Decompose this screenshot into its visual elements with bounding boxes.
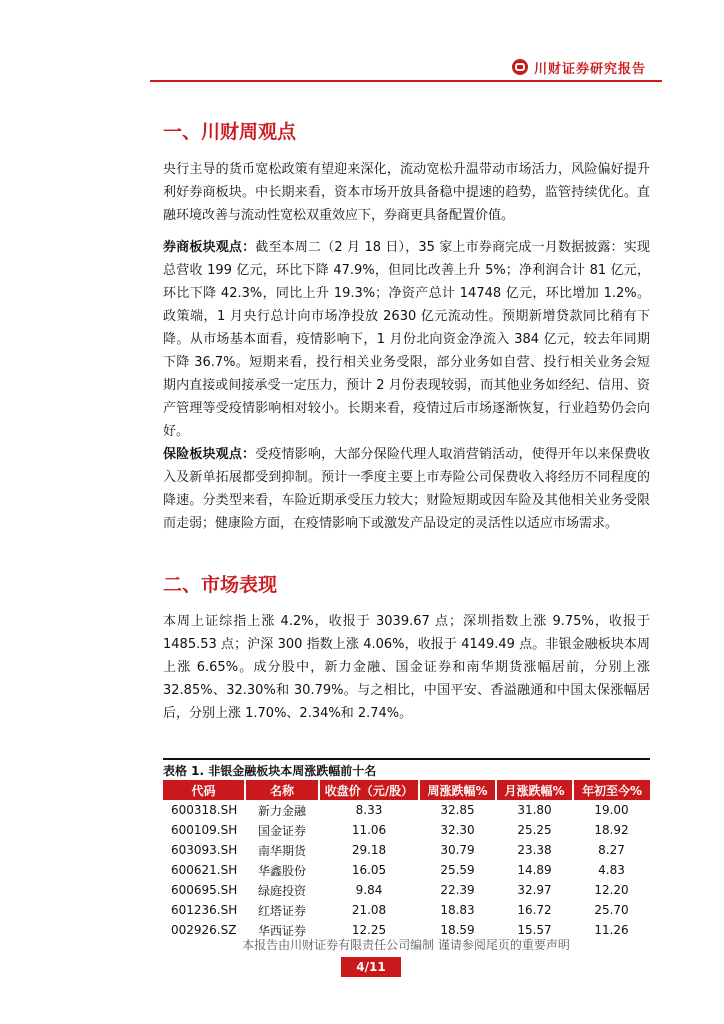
cell-weekly-change: 18.83	[440, 903, 475, 917]
table-top-rule	[163, 758, 650, 760]
table-row	[163, 820, 650, 840]
cell-weekly-change: 30.79	[440, 843, 475, 857]
cell-monthly-change: 16.72	[517, 903, 552, 917]
table-header-row	[163, 780, 650, 800]
cell-name: 华西证券	[257, 923, 306, 938]
col-header-close-price: 收盘价（元/股）	[319, 780, 419, 800]
cell-code: 601236.SH	[171, 903, 238, 917]
brand-name: 川财证券研究报告	[534, 61, 647, 77]
cell-name: 南华期货	[257, 843, 306, 858]
cell-monthly-change: 31.80	[517, 803, 552, 817]
cell-code: 600109.SH	[171, 823, 238, 837]
broker-view-label: 券商板块观点：	[163, 240, 256, 255]
cell-close-price: 29.18	[351, 843, 387, 857]
section-title-market-performance: 二、市场表现	[163, 574, 278, 596]
chuancai-logo-icon	[512, 59, 528, 75]
table-row	[163, 880, 650, 900]
cell-ytd-change: 4.83	[598, 863, 625, 877]
cell-name: 红塔证券	[257, 903, 306, 918]
section-title-weekly-view: 一、川财周观点	[163, 121, 297, 143]
cell-weekly-change: 25.59	[440, 863, 475, 877]
cell-weekly-change: 32.30	[440, 823, 475, 837]
cell-monthly-change: 32.97	[517, 883, 552, 897]
cell-weekly-change: 22.39	[440, 883, 475, 897]
cell-close-price: 9.84	[355, 883, 383, 897]
table-caption: 表格 1. 非银金融板块本周涨跌幅前十名	[163, 764, 377, 778]
col-header-name: 名称	[245, 780, 319, 800]
table-row	[163, 840, 650, 860]
cell-close-price: 16.05	[351, 863, 387, 877]
cell-weekly-change: 18.59	[440, 923, 475, 937]
top-ten-table	[163, 780, 650, 940]
broker-view-text: 截至本周二（2 月 18 日），35 家上市券商完成一月数据披露：实现总营收 199 亿元，环比下降 47.9%，但同比改善上升 5%；净利润合计 81 亿元，环比下降 42.3%，同比上升 19.3%；净资产总计 14748 亿元，环比增加 1.2%。政策端，1 月央行总计向市场净投放 2630 亿元流动性。预期新增贷款同比稍有下降。从市场基本面看，疫情影响下，1 月份北向资金净流入 384 亿元，较去年同期下降 36.7%。短期来看，投行相关业务受限，部分业务如自营、投行相关业务会短期内直接或间接承受一定压力，预计 2 月份表现较弱，而其他业务如经纪、信用、资产管理等受疫情影响相对较小。长期来看，疫情过后市场逐渐恢复，行业趋势仍会向好。	[163, 240, 650, 439]
cell-name: 新力金融	[257, 803, 306, 818]
col-header-weekly-change: 周涨跌幅%	[419, 780, 496, 800]
col-header-code: 代码	[163, 780, 245, 800]
cell-name: 国金证券	[257, 823, 306, 838]
insurance-view-label: 保险板块观点：	[163, 447, 256, 462]
cell-monthly-change: 23.38	[517, 843, 552, 857]
insurance-view-paragraph	[163, 443, 650, 535]
cell-monthly-change: 25.25	[517, 823, 552, 837]
cell-ytd-change: 25.70	[594, 903, 629, 917]
cell-code: 600621.SH	[171, 863, 238, 877]
col-header-monthly-change: 月涨跌幅%	[496, 780, 573, 800]
table-row	[163, 860, 650, 880]
header-rule	[150, 80, 662, 82]
cell-weekly-change: 32.85	[440, 803, 475, 817]
col-header-ytd-change: 年初至今%	[573, 780, 650, 800]
cell-code: 600695.SH	[171, 883, 238, 897]
cell-name: 华鑫股份	[257, 863, 306, 878]
table-row	[163, 900, 650, 920]
cell-close-price: 21.08	[351, 903, 387, 917]
cell-code: 002926.SZ	[171, 923, 237, 937]
cell-ytd-change: 18.92	[594, 823, 629, 837]
cell-monthly-change: 15.57	[517, 923, 552, 937]
broker-view-paragraph	[163, 236, 650, 443]
footer-disclaimer: 本报告由川财证券有限责任公司编制 谨请参阅尾页的重要声明	[242, 938, 570, 952]
page-number: 4/11	[341, 957, 401, 977]
market-paragraph: 本周上证综指上涨 4.2%，收报于 3039.67 点；深圳指数上涨 9.75%，收报于 1485.53 点；沪深 300 指数上涨 4.06%，收报于 4149.49 点。非银金融板块本周上涨 6.65%。成分股中，新力金融、国金证券和南华期货涨幅居前，分别上涨 32.85%、32.30%和 30.79%。与之相比，中国平安、香溢融通和中国太保涨幅居后，分别上涨 1.70%、2.34%和 2.74%。	[163, 614, 650, 721]
cell-close-price: 8.33	[355, 803, 383, 817]
report-header	[512, 56, 662, 78]
cell-monthly-change: 14.89	[517, 863, 552, 877]
cell-ytd-change: 8.27	[598, 843, 625, 857]
table-row	[163, 800, 650, 820]
insurance-view-text: 受疫情影响，大部分保险代理人取消营销活动，使得开年以来保费收入及新单拓展都受到抑制。预计一季度主要上市寿险公司保费收入将经历不同程度的降速。分类型来看，车险近期承受压力较大；财险短期或因车险及其他相关业务受限而走弱；健康险方面，在疫情影响下或激发产品设定的灵活性以适应市场需求。	[163, 447, 650, 531]
cell-code: 603093.SH	[171, 843, 238, 857]
cell-ytd-change: 19.00	[594, 803, 629, 817]
cell-code: 600318.SH	[171, 803, 238, 817]
cell-ytd-change: 12.20	[594, 883, 629, 897]
cell-close-price: 12.25	[351, 923, 387, 937]
cell-name: 绿庭投资	[257, 883, 306, 898]
intro-paragraph: 央行主导的货币宽松政策有望迎来深化，流动宽松升温带动市场活力，风险偏好提升利好券商板块。中长期来看，资本市场开放具备稳中提速的趋势，监管持续优化。直融环境改善与流动性宽松双重效应下，券商更具备配置价值。	[163, 162, 650, 223]
cell-close-price: 11.06	[351, 823, 387, 837]
cell-ytd-change: 11.26	[594, 923, 629, 937]
